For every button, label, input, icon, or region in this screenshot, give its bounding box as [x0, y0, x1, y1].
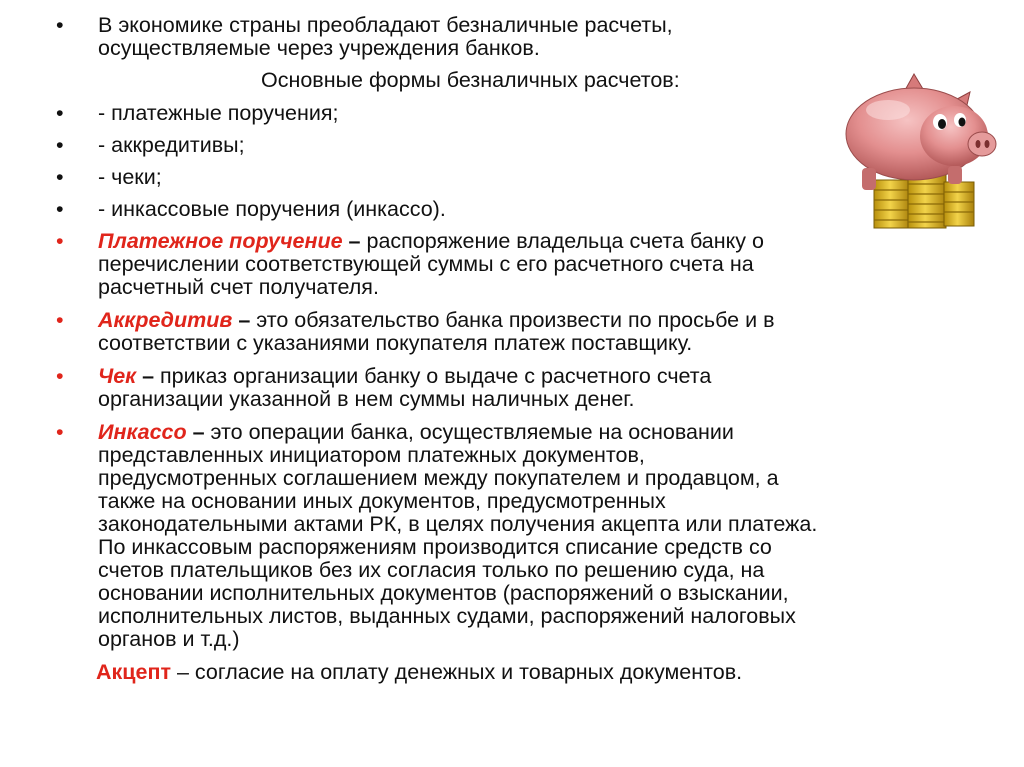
definition-dash: –	[142, 364, 155, 388]
definition-text-line: предусмотренных соглашением между покупателем и продавцом, а	[98, 466, 779, 490]
definition-dash: –	[192, 420, 205, 444]
acceptance-term: Акцепт	[96, 660, 171, 684]
definition-term: Платежное поручение	[98, 229, 343, 253]
intro-line-1: В экономике страны преобладают безналичные расчеты,	[98, 13, 673, 37]
bullet: •	[56, 197, 64, 221]
definition-text-line: это обязательство банка произвести по просьбе и в	[250, 308, 775, 332]
definition-text-line: счетов плательщиков без их согласия только по решению суда, на	[98, 558, 765, 582]
definition-dash: –	[238, 308, 251, 332]
acceptance-definition	[56, 661, 986, 684]
definition-text-line: законодательными актами РК, в целях получения акцепта или платежа.	[98, 512, 818, 536]
definition-term: Аккредитив	[98, 308, 233, 332]
acceptance-text: – согласие на оплату денежных и товарных документов.	[170, 660, 743, 684]
bullet: •	[56, 308, 64, 332]
definition-letter-of-credit	[56, 309, 986, 355]
definition-text-line: расчетный счет получателя.	[98, 275, 379, 299]
bullet: •	[56, 165, 64, 189]
definition-cheque	[56, 365, 986, 411]
definition-text-line: соответствии с указаниями покупателя платеж поставщику.	[98, 331, 693, 355]
intro-line-2: осуществляемые через учреждения банков.	[98, 36, 540, 60]
bullet: •	[56, 364, 64, 388]
pig-icon	[846, 74, 996, 190]
intro-item	[56, 14, 986, 60]
form-label: - аккредитивы;	[98, 133, 245, 157]
forms-heading: Основные формы безналичных расчетов:	[261, 68, 680, 92]
bullet: •	[56, 101, 64, 125]
definition-text-line: исполнительных листов, выданных судами, распоряжений налоговых	[98, 604, 796, 628]
definition-text-line: органов и т.д.)	[98, 627, 240, 651]
bullet: •	[56, 229, 64, 253]
definition-text-line: организации указанной в нем суммы наличных денег.	[98, 387, 635, 411]
definition-text-line: это операции банка, осуществляемые на основании	[204, 420, 734, 444]
definition-term: Инкассо	[98, 420, 187, 444]
bullet: •	[56, 13, 64, 37]
definition-text-line: приказ организации банку о выдаче с расчетного счета	[154, 364, 712, 388]
definition-text-line: По инкассовым распоряжениям производится списание средств со	[98, 535, 772, 559]
form-label: - инкассовые поручения (инкассо).	[98, 197, 446, 221]
definition-text-line: представленных инициатором платежных документов,	[98, 443, 645, 467]
definition-term: Чек	[98, 364, 137, 388]
form-label: - чеки;	[98, 165, 162, 189]
piggy-bank-with-coins-icon	[836, 70, 1006, 240]
definition-text-line: также на основании иных документов, предусмотренных	[98, 489, 666, 513]
definition-dash: –	[348, 229, 361, 253]
definition-collection	[56, 421, 986, 651]
definition-text-line: распоряжение владельца счета банку о	[360, 229, 764, 253]
bullet: •	[56, 133, 64, 157]
definition-text-line: перечислении соответствующей суммы с его расчетного счета на	[98, 252, 754, 276]
definition-text-line: основании исполнительных документов (распоряжений о взыскании,	[98, 581, 789, 605]
definition-payment-order	[56, 230, 986, 299]
form-label: - платежные поручения;	[98, 101, 339, 125]
bullet: •	[56, 420, 64, 444]
